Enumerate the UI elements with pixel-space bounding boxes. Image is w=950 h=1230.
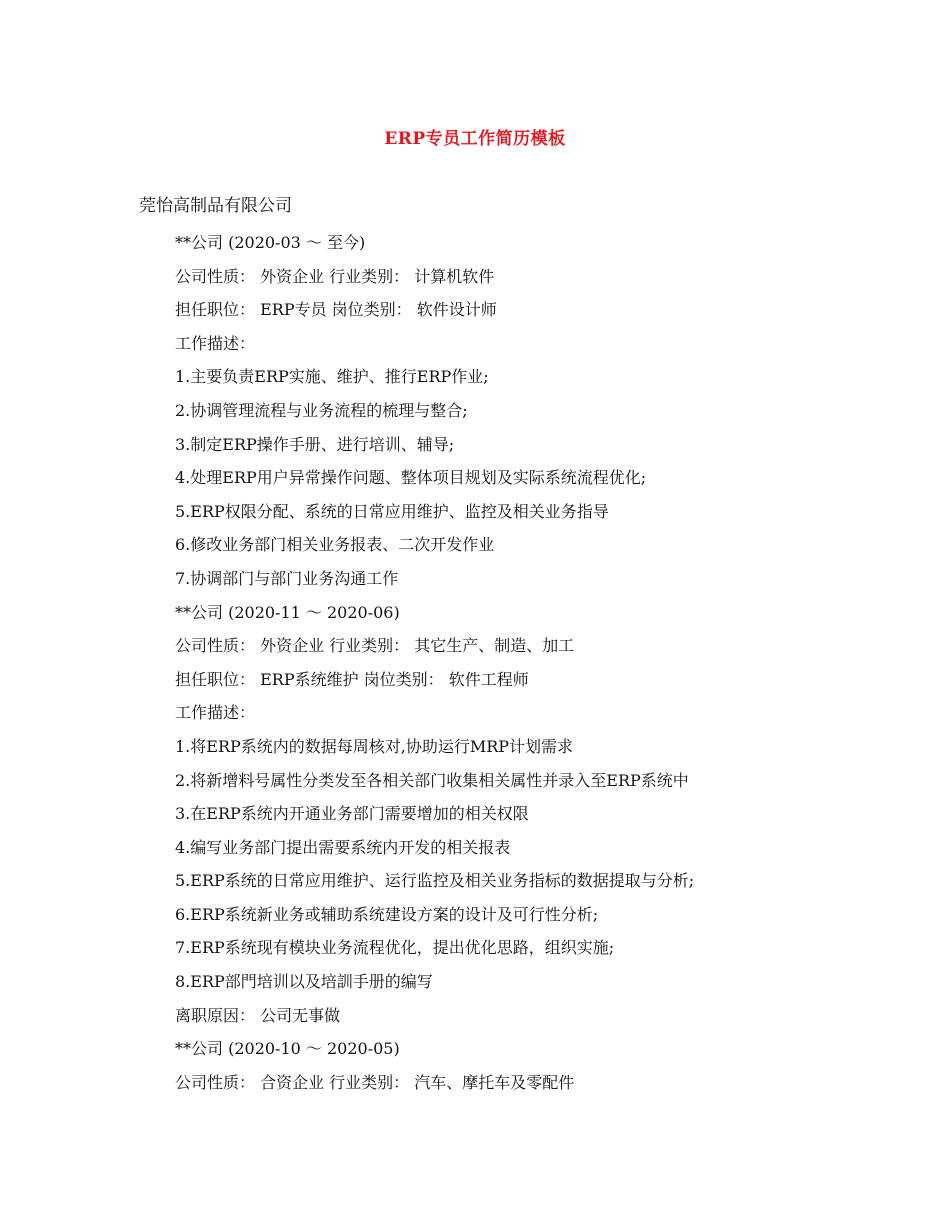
text-line: 公司性质： 合资企业 行业类别： 汽车、摩托车及零配件 xyxy=(175,1072,575,1092)
text-line: **公司 (2020-03 ～ 至今) xyxy=(175,233,366,252)
text-line: 2.将新增料号属性分类发至各相关部门收集相关属性并录入至ERP系统中 xyxy=(175,770,689,790)
text-line: 担任职位： ERP系统维护 岗位类别： 软件工程师 xyxy=(175,669,529,689)
text-line: 5.ERP权限分配、系统的日常应用维护、监控及相关业务指导 xyxy=(175,501,609,521)
text-line: **公司 (2020-11 ～ 2020-06) xyxy=(175,602,400,622)
text-line: **公司 (2020-10 ～ 2020-05) xyxy=(175,1039,400,1059)
text-line: 4.处理ERP用户异常操作问题、整体项目规划及实际系统流程优化; xyxy=(175,468,647,488)
text-line: 公司性质： 外资企业 行业类别： 其它生产、制造、加工 xyxy=(175,636,575,656)
text-line: 3.在ERP系统内开通业务部门需要增加的相关权限 xyxy=(175,804,529,824)
text-line: 工作描述： xyxy=(175,333,256,353)
company-name: 莞怡高制品有限公司 xyxy=(139,196,292,216)
resume-body xyxy=(175,226,694,1099)
text-line: 4.编写业务部门提出需要系统内开发的相关报表 xyxy=(175,837,511,857)
text-line: 离职原因： 公司无事做 xyxy=(175,1005,341,1025)
text-line: 3.制定ERP操作手册、进行培训、辅导; xyxy=(175,434,455,454)
document-title: ERP专员工作简历模板 xyxy=(384,129,566,149)
text-line: 7.ERP系统现有模块业务流程优化，提出优化思路，组织实施; xyxy=(175,938,615,958)
text-line: 7.协调部门与部门业务沟通工作 xyxy=(175,568,399,588)
text-line: 5.ERP系统的日常应用维护、运行监控及相关业务指标的数据提取与分析; xyxy=(175,871,695,891)
text-line: 工作描述： xyxy=(175,703,256,723)
text-line: 2.协调管理流程与业务流程的梳理与整合; xyxy=(175,400,468,420)
text-line: 1.将ERP系统内的数据每周核对,协助运行MRP计划需求 xyxy=(175,736,574,756)
text-line: 1.主要负责ERP实施、维护、推行ERP作业; xyxy=(175,367,489,387)
text-line: 8.ERP部門培训以及培訓手册的编写 xyxy=(175,972,433,992)
text-line: 公司性质： 外资企业 行业类别： 计算机软件 xyxy=(175,266,495,286)
text-line: 6.ERP系统新业务或辅助系统建设方案的设计及可行性分析; xyxy=(175,904,599,924)
text-line: 担任职位： ERP专员 岗位类别： 软件设计师 xyxy=(175,300,497,320)
text-line: 6.修改业务部门相关业务报表、二次开发作业 xyxy=(175,535,495,555)
